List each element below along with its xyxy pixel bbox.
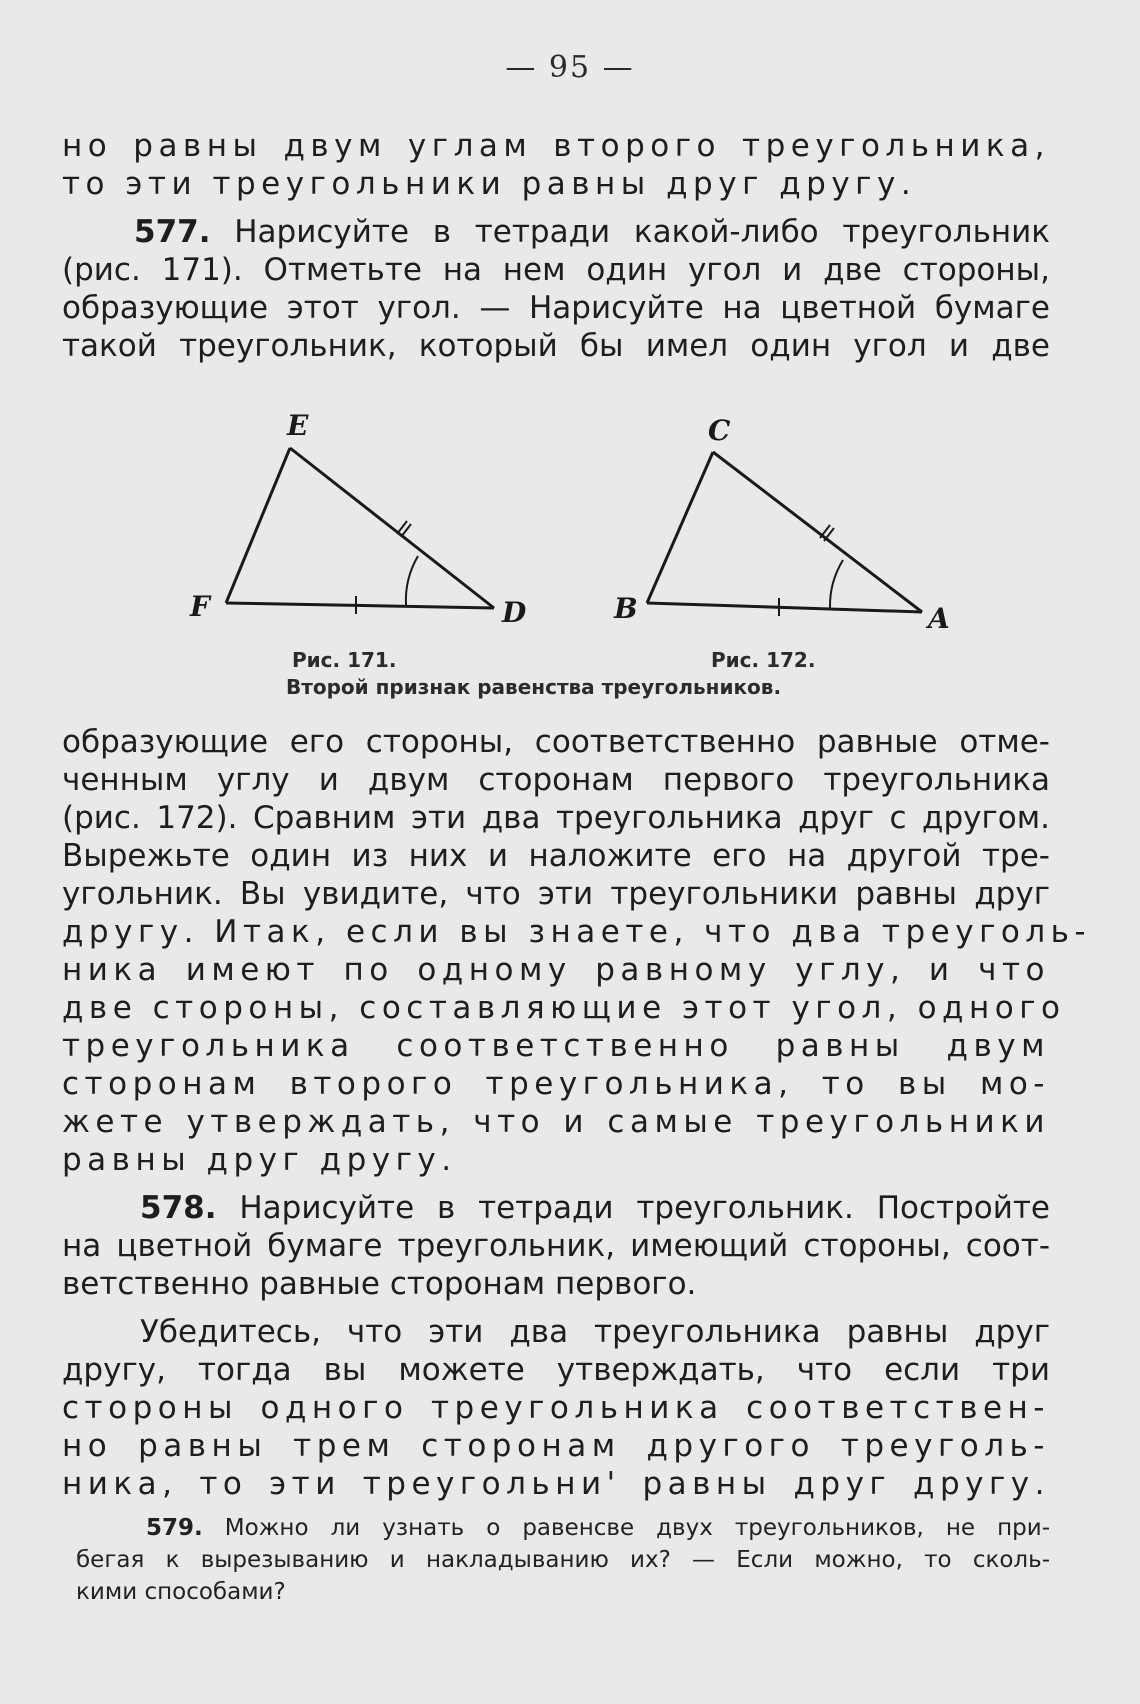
text-line: жете утверждать, что и самые треугольники [62, 1104, 1050, 1140]
text-line: угольник. Вы увидите, что эти треугольники равны друг [62, 876, 1050, 912]
vertex-label: E [287, 409, 309, 442]
vertex-label: D [502, 596, 527, 629]
vertex-label: F [190, 590, 210, 623]
text-line: Убедитесь, что эти два треугольника равны друг [140, 1314, 1050, 1350]
text-line: (рис. 172). Сравним эти два треугольника друг с другом. [62, 800, 1050, 836]
exercise-579-first-line [146, 1512, 1050, 1544]
exercise-text: Нарисуйте в тетради какой-либо треугольник [234, 214, 1050, 250]
text-line: то эти треугольники равны друг другу. [62, 166, 917, 202]
text-line: две стороны, составляющие этот угол, одного [62, 990, 1066, 1026]
exercise-number: 578. [140, 1190, 217, 1226]
vertex-label: B [614, 592, 638, 625]
text-line: бегая к вырезыванию и накладыванию их? — Если можно, то сколь- [76, 1547, 1050, 1573]
text-line: (рис. 171). Отметьте на нем один угол и две стороны, [62, 252, 1050, 288]
text-line: но равны двум углам второго треугольника, [62, 128, 1050, 164]
text-line: стороны одного треугольника соответствен- [62, 1390, 1050, 1426]
text-line: образующие его стороны, соответственно равные отме- [62, 724, 1050, 760]
text-line: другу, тогда вы можете утверждать, что если три [62, 1352, 1050, 1388]
text-line: Вырежьте один из них и наложите его на другой тре- [62, 838, 1050, 874]
exercise-number: 579. [146, 1515, 203, 1541]
exercise-number: 577. [134, 214, 211, 250]
text-line: ветственно равные сторонам первого. [62, 1266, 697, 1302]
exercise-578-first-line [140, 1189, 1050, 1227]
text-line: равны друг другу. [62, 1142, 457, 1178]
exercise-text: Можно ли узнать о равенсве двух треугольников, не при- [224, 1515, 1050, 1541]
text-line: ченным углу и двум сторонам первого треугольника [62, 762, 1050, 798]
text-line: на цветной бумаге треугольник, имеющий стороны, соот- [62, 1228, 1050, 1264]
text-line: ника имеют по одному равному углу, и что [62, 952, 1050, 988]
figure-172-caption: Рис. 172. [711, 648, 816, 672]
text-line: образующие этот угол. — Нарисуйте на цветной бумаге [62, 290, 1050, 326]
text-line: но равны трем сторонам другого треуголь- [62, 1428, 1050, 1464]
exercise-text: Нарисуйте в тетради треугольник. Постройте [239, 1190, 1050, 1226]
triangle-figures [0, 0, 1140, 720]
figure-171 [189, 409, 527, 629]
text-line: такой треугольник, который бы имел один угол и две [62, 328, 1050, 364]
figures-common-caption: Второй признак равенства треугольников. [286, 675, 782, 699]
text-line: кими способами? [76, 1579, 286, 1605]
text-line: треугольника соответственно равны двум [62, 1028, 1050, 1064]
text-line: ника, то эти треугольни' равны друг другу. [62, 1466, 1050, 1502]
text-line: другу. Итак, если вы знаете, что два треуголь- [62, 914, 1092, 950]
vertex-label: C [708, 414, 731, 447]
vertex-label: A [928, 602, 950, 635]
page-number: — 95 — [505, 50, 635, 85]
figure-172 [613, 414, 950, 635]
figure-171-caption: Рис. 171. [292, 648, 397, 672]
text-line: сторонам второго треугольника, то вы мо- [62, 1066, 1050, 1102]
